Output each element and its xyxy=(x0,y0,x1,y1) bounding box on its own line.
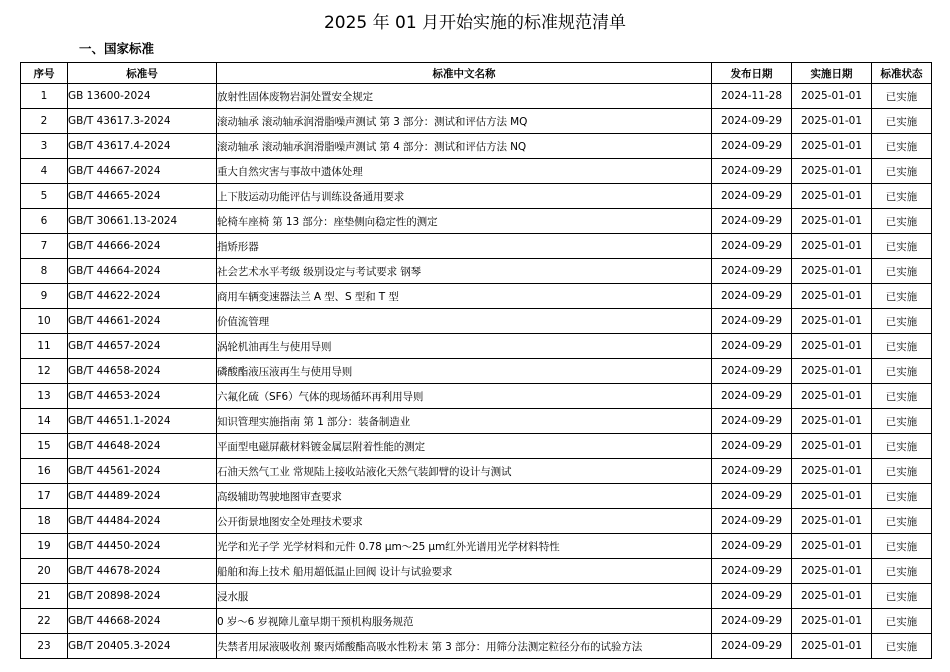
table-row xyxy=(21,584,932,609)
cell-standard-code: GB 13600-2024 xyxy=(68,84,217,109)
cell-seq: 16 xyxy=(21,459,68,484)
cell-status: 已实施 xyxy=(872,309,932,334)
cell-standard-code: GB/T 44484-2024 xyxy=(68,509,217,534)
cell-status: 已实施 xyxy=(872,384,932,409)
cell-standard-name: 浸水服 xyxy=(217,584,712,609)
table-row xyxy=(21,434,932,459)
cell-implement-date: 2025-01-01 xyxy=(792,184,872,209)
cell-seq: 2 xyxy=(21,109,68,134)
header-status: 标准状态 xyxy=(872,63,932,84)
cell-standard-name: 光学和光子学 光学材料和元件 0.78 μm～25 μm红外光谱用光学材料特性 xyxy=(217,534,712,559)
cell-standard-name: 石油天然气工业 常规陆上接收站液化天然气装卸臂的设计与测试 xyxy=(217,459,712,484)
cell-implement-date: 2025-01-01 xyxy=(792,459,872,484)
cell-standard-code: GB/T 44668-2024 xyxy=(68,609,217,634)
cell-seq: 5 xyxy=(21,184,68,209)
table-row xyxy=(21,484,932,509)
cell-standard-name: 重大自然灾害与事故中遗体处理 xyxy=(217,159,712,184)
cell-seq: 10 xyxy=(21,309,68,334)
table-row xyxy=(21,359,932,384)
cell-standard-name: 涡轮机油再生与使用导则 xyxy=(217,334,712,359)
cell-status: 已实施 xyxy=(872,634,932,659)
cell-implement-date: 2025-01-01 xyxy=(792,534,872,559)
table-row xyxy=(21,184,932,209)
cell-implement-date: 2025-01-01 xyxy=(792,634,872,659)
document-title: 2025 年 01 月开始实施的标准规范清单 xyxy=(323,13,627,33)
cell-implement-date: 2025-01-01 xyxy=(792,434,872,459)
table-row xyxy=(21,209,932,234)
cell-standard-name: 失禁者用尿液吸收剂 聚丙烯酸酯高吸水性粉末 第 3 部分：用筛分法测定粒径分布的试验方法 xyxy=(217,634,712,659)
cell-seq: 20 xyxy=(21,559,68,584)
table-row xyxy=(21,259,932,284)
cell-standard-name: 放射性固体废物岩洞处置安全规定 xyxy=(217,84,712,109)
cell-status: 已实施 xyxy=(872,209,932,234)
cell-publish-date: 2024-09-29 xyxy=(712,159,792,184)
cell-implement-date: 2025-01-01 xyxy=(792,359,872,384)
cell-seq: 7 xyxy=(21,234,68,259)
table-row xyxy=(21,159,932,184)
section-heading: 一、国家标准 xyxy=(79,41,155,56)
cell-standard-code: GB/T 30661.13-2024 xyxy=(68,209,217,234)
cell-seq: 4 xyxy=(21,159,68,184)
cell-standard-code: GB/T 44658-2024 xyxy=(68,359,217,384)
cell-standard-name: 平面型电磁屏蔽材料镀金属层附着性能的测定 xyxy=(217,434,712,459)
cell-standard-name: 0 岁～6 岁视障儿童早期干预机构服务规范 xyxy=(217,609,712,634)
cell-implement-date: 2025-01-01 xyxy=(792,484,872,509)
cell-standard-name: 滚动轴承 滚动轴承润滑脂噪声测试 第 3 部分：测试和评估方法 MQ xyxy=(217,109,712,134)
cell-standard-name: 六氟化硫（SF6）气体的现场循环再利用导则 xyxy=(217,384,712,409)
cell-standard-name: 指矫形器 xyxy=(217,234,712,259)
cell-standard-code: GB/T 20405.3-2024 xyxy=(68,634,217,659)
cell-seq: 14 xyxy=(21,409,68,434)
cell-standard-name: 社会艺术水平考级 级别设定与考试要求 钢琴 xyxy=(217,259,712,284)
cell-standard-code: GB/T 20898-2024 xyxy=(68,584,217,609)
cell-standard-code: GB/T 44651.1-2024 xyxy=(68,409,217,434)
cell-publish-date: 2024-09-29 xyxy=(712,459,792,484)
cell-implement-date: 2025-01-01 xyxy=(792,509,872,534)
cell-seq: 8 xyxy=(21,259,68,284)
cell-publish-date: 2024-09-29 xyxy=(712,109,792,134)
table-row xyxy=(21,559,932,584)
cell-standard-name: 上下肢运动功能评估与训练设备通用要求 xyxy=(217,184,712,209)
cell-standard-name: 高级辅助驾驶地图审查要求 xyxy=(217,484,712,509)
cell-standard-name: 磷酸酯液压液再生与使用导则 xyxy=(217,359,712,384)
cell-status: 已实施 xyxy=(872,334,932,359)
cell-implement-date: 2025-01-01 xyxy=(792,259,872,284)
cell-standard-code: GB/T 44666-2024 xyxy=(68,234,217,259)
cell-publish-date: 2024-09-29 xyxy=(712,584,792,609)
table-row xyxy=(21,459,932,484)
cell-implement-date: 2025-01-01 xyxy=(792,159,872,184)
cell-publish-date: 2024-11-28 xyxy=(712,84,792,109)
cell-implement-date: 2025-01-01 xyxy=(792,584,872,609)
cell-publish-date: 2024-09-29 xyxy=(712,634,792,659)
table-row xyxy=(21,334,932,359)
cell-status: 已实施 xyxy=(872,509,932,534)
cell-publish-date: 2024-09-29 xyxy=(712,434,792,459)
cell-standard-code: GB/T 44648-2024 xyxy=(68,434,217,459)
cell-publish-date: 2024-09-29 xyxy=(712,309,792,334)
cell-standard-name: 船舶和海上技术 船用超低温止回阀 设计与试验要求 xyxy=(217,559,712,584)
cell-implement-date: 2025-01-01 xyxy=(792,284,872,309)
cell-status: 已实施 xyxy=(872,559,932,584)
cell-standard-code: GB/T 44678-2024 xyxy=(68,559,217,584)
cell-seq: 17 xyxy=(21,484,68,509)
cell-standard-code: GB/T 43617.4-2024 xyxy=(68,134,217,159)
cell-seq: 23 xyxy=(21,634,68,659)
cell-status: 已实施 xyxy=(872,459,932,484)
cell-status: 已实施 xyxy=(872,259,932,284)
table-row xyxy=(21,284,932,309)
cell-publish-date: 2024-09-29 xyxy=(712,409,792,434)
cell-status: 已实施 xyxy=(872,434,932,459)
cell-seq: 15 xyxy=(21,434,68,459)
cell-seq: 21 xyxy=(21,584,68,609)
cell-publish-date: 2024-09-29 xyxy=(712,509,792,534)
table-row xyxy=(21,234,932,259)
cell-seq: 3 xyxy=(21,134,68,159)
cell-publish-date: 2024-09-29 xyxy=(712,134,792,159)
cell-publish-date: 2024-09-29 xyxy=(712,359,792,384)
cell-publish-date: 2024-09-29 xyxy=(712,259,792,284)
cell-seq: 6 xyxy=(21,209,68,234)
cell-seq: 22 xyxy=(21,609,68,634)
cell-status: 已实施 xyxy=(872,484,932,509)
cell-standard-code: GB/T 44665-2024 xyxy=(68,184,217,209)
cell-implement-date: 2025-01-01 xyxy=(792,134,872,159)
cell-standard-code: GB/T 44667-2024 xyxy=(68,159,217,184)
cell-standard-code: GB/T 44622-2024 xyxy=(68,284,217,309)
table-row xyxy=(21,409,932,434)
cell-standard-code: GB/T 44664-2024 xyxy=(68,259,217,284)
cell-standard-name: 公开街景地图安全处理技术要求 xyxy=(217,509,712,534)
header-name: 标准中文名称 xyxy=(217,63,712,84)
cell-standard-name: 知识管理实施指南 第 1 部分：装备制造业 xyxy=(217,409,712,434)
cell-status: 已实施 xyxy=(872,609,932,634)
cell-standard-code: GB/T 44653-2024 xyxy=(68,384,217,409)
cell-implement-date: 2025-01-01 xyxy=(792,209,872,234)
table-row xyxy=(21,534,932,559)
cell-implement-date: 2025-01-01 xyxy=(792,309,872,334)
table-row xyxy=(21,384,932,409)
cell-seq: 19 xyxy=(21,534,68,559)
cell-publish-date: 2024-09-29 xyxy=(712,334,792,359)
cell-publish-date: 2024-09-29 xyxy=(712,234,792,259)
cell-status: 已实施 xyxy=(872,184,932,209)
standards-table xyxy=(20,62,932,659)
cell-publish-date: 2024-09-29 xyxy=(712,559,792,584)
cell-publish-date: 2024-09-29 xyxy=(712,209,792,234)
table-header-row xyxy=(21,63,932,84)
header-code: 标准号 xyxy=(68,63,217,84)
header-seq: 序号 xyxy=(21,63,68,84)
cell-publish-date: 2024-09-29 xyxy=(712,384,792,409)
header-publish-date: 发布日期 xyxy=(712,63,792,84)
cell-implement-date: 2025-01-01 xyxy=(792,384,872,409)
cell-standard-code: GB/T 44561-2024 xyxy=(68,459,217,484)
cell-implement-date: 2025-01-01 xyxy=(792,409,872,434)
cell-implement-date: 2025-01-01 xyxy=(792,609,872,634)
cell-status: 已实施 xyxy=(872,159,932,184)
table-row xyxy=(21,309,932,334)
cell-standard-code: GB/T 44489-2024 xyxy=(68,484,217,509)
cell-standard-code: GB/T 43617.3-2024 xyxy=(68,109,217,134)
cell-standard-code: GB/T 44657-2024 xyxy=(68,334,217,359)
cell-seq: 11 xyxy=(21,334,68,359)
table-row xyxy=(21,109,932,134)
cell-implement-date: 2025-01-01 xyxy=(792,84,872,109)
cell-status: 已实施 xyxy=(872,284,932,309)
cell-seq: 12 xyxy=(21,359,68,384)
cell-standard-code: GB/T 44661-2024 xyxy=(68,309,217,334)
table-body xyxy=(21,84,932,659)
table-row xyxy=(21,509,932,534)
cell-status: 已实施 xyxy=(872,359,932,384)
table-row xyxy=(21,634,932,659)
cell-implement-date: 2025-01-01 xyxy=(792,109,872,134)
cell-publish-date: 2024-09-29 xyxy=(712,184,792,209)
cell-publish-date: 2024-09-29 xyxy=(712,284,792,309)
cell-implement-date: 2025-01-01 xyxy=(792,559,872,584)
cell-standard-code: GB/T 44450-2024 xyxy=(68,534,217,559)
cell-seq: 9 xyxy=(21,284,68,309)
table-row xyxy=(21,84,932,109)
table-row xyxy=(21,134,932,159)
cell-standard-name: 价值流管理 xyxy=(217,309,712,334)
cell-status: 已实施 xyxy=(872,234,932,259)
cell-status: 已实施 xyxy=(872,409,932,434)
cell-implement-date: 2025-01-01 xyxy=(792,234,872,259)
cell-standard-name: 商用车辆变速器法兰 A 型、S 型和 T 型 xyxy=(217,284,712,309)
cell-publish-date: 2024-09-29 xyxy=(712,484,792,509)
cell-status: 已实施 xyxy=(872,84,932,109)
cell-publish-date: 2024-09-29 xyxy=(712,609,792,634)
header-implement-date: 实施日期 xyxy=(792,63,872,84)
cell-status: 已实施 xyxy=(872,109,932,134)
cell-status: 已实施 xyxy=(872,534,932,559)
table-row xyxy=(21,609,932,634)
cell-standard-name: 轮椅车座椅 第 13 部分：座垫侧向稳定性的测定 xyxy=(217,209,712,234)
cell-publish-date: 2024-09-29 xyxy=(712,534,792,559)
cell-seq: 18 xyxy=(21,509,68,534)
cell-seq: 1 xyxy=(21,84,68,109)
cell-seq: 13 xyxy=(21,384,68,409)
cell-implement-date: 2025-01-01 xyxy=(792,334,872,359)
cell-standard-name: 滚动轴承 滚动轴承润滑脂噪声测试 第 4 部分：测试和评估方法 NQ xyxy=(217,134,712,159)
cell-status: 已实施 xyxy=(872,584,932,609)
cell-status: 已实施 xyxy=(872,134,932,159)
